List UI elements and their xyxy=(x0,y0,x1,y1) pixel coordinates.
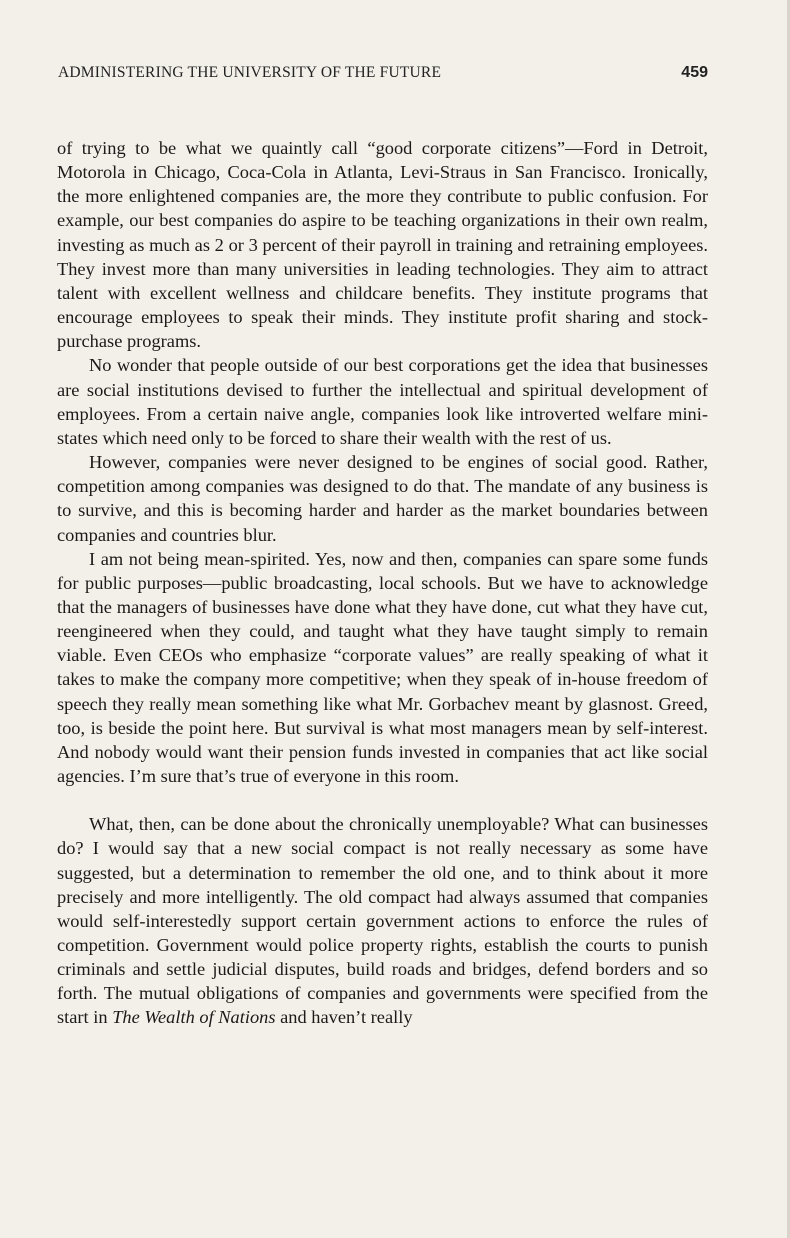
paragraph: I am not being mean-spirited. Yes, now and then, companies can spare some funds for public purposes—public broadcasting, local schools. But we have to acknowledge that the managers of businesses have done what they have done, cut what they have cut, reengineered when they could, and taught what they have taught simply to remain viable. Even CEOs who emphasize “corporate values” are really speaking of what it takes to make the company more competitive; when they speak of in-house freedom of speech they really mean something like what Mr. Gorbachev meant by glasnost. Greed, too, is beside the point here. But survival is what most managers mean by self-interest. And nobody would want their pension funds invested in companies that act like social agencies. I’m sure that’s true of everyone in this room. xyxy=(57,548,708,787)
running-title: ADMINISTERING THE UNIVERSITY OF THE FUTURE xyxy=(58,64,442,81)
body-text xyxy=(57,136,708,1030)
paragraph-text-end: and haven’t really xyxy=(275,1007,413,1028)
paragraph: However, companies were never designed to be engines of social good. Rather, competition among companies was designed to do that. The mandate of any business is to survive, and this is becoming harder and harder as the market boundaries between companies and countries blur. xyxy=(57,452,708,545)
book-title: The Wealth of Nations xyxy=(112,1007,276,1028)
paragraph xyxy=(57,812,708,1029)
paragraph-continued: of trying to be what we quaintly call “good corporate citizens”—Ford in Detroit, Motorola in Chicago, Coca-Cola in Atlanta, Levi-Straus in San Francisco. Ironically, the more enlightened companies are, the more they contribute to public confusion. For example, our best companies do aspire to be teaching organizations in their own realm, investing as much as 2 or 3 percent of their payroll in training and retraining employees. They invest more than many universities in leading technologies. They aim to attract talent with excellent wellness and childcare benefits. They institute programs that encourage employees to speak their minds. They institute profit sharing and stock-purchase programs. xyxy=(57,138,708,352)
paragraph-text: What, then, can be done about the chronically unemployable? What can businesses do? I would say that a new social compact is not really necessary as some have suggested, but a determination to remember the old one, and to think about it more precisely and more intelligently. The old compact had always assumed that companies would self-interestedly support certain government actions to enforce the rules of competition. Government would police property rights, establish the courts to punish criminals and settle judicial disputes, build roads and bridges, defend borders and so forth. The mutual obligations of companies and governments were specified from the start in xyxy=(57,814,708,1028)
paragraph: No wonder that people outside of our best corporations get the idea that businesses are social institutions devised to further the intellectual and spiritual development of employees. From a certain naive angle, companies look like introverted welfare mini-states which need only to be forced to share their wealth with the rest of us. xyxy=(57,355,708,448)
running-head xyxy=(58,64,708,86)
page-number: 459 xyxy=(681,64,708,81)
section-break xyxy=(57,788,708,812)
